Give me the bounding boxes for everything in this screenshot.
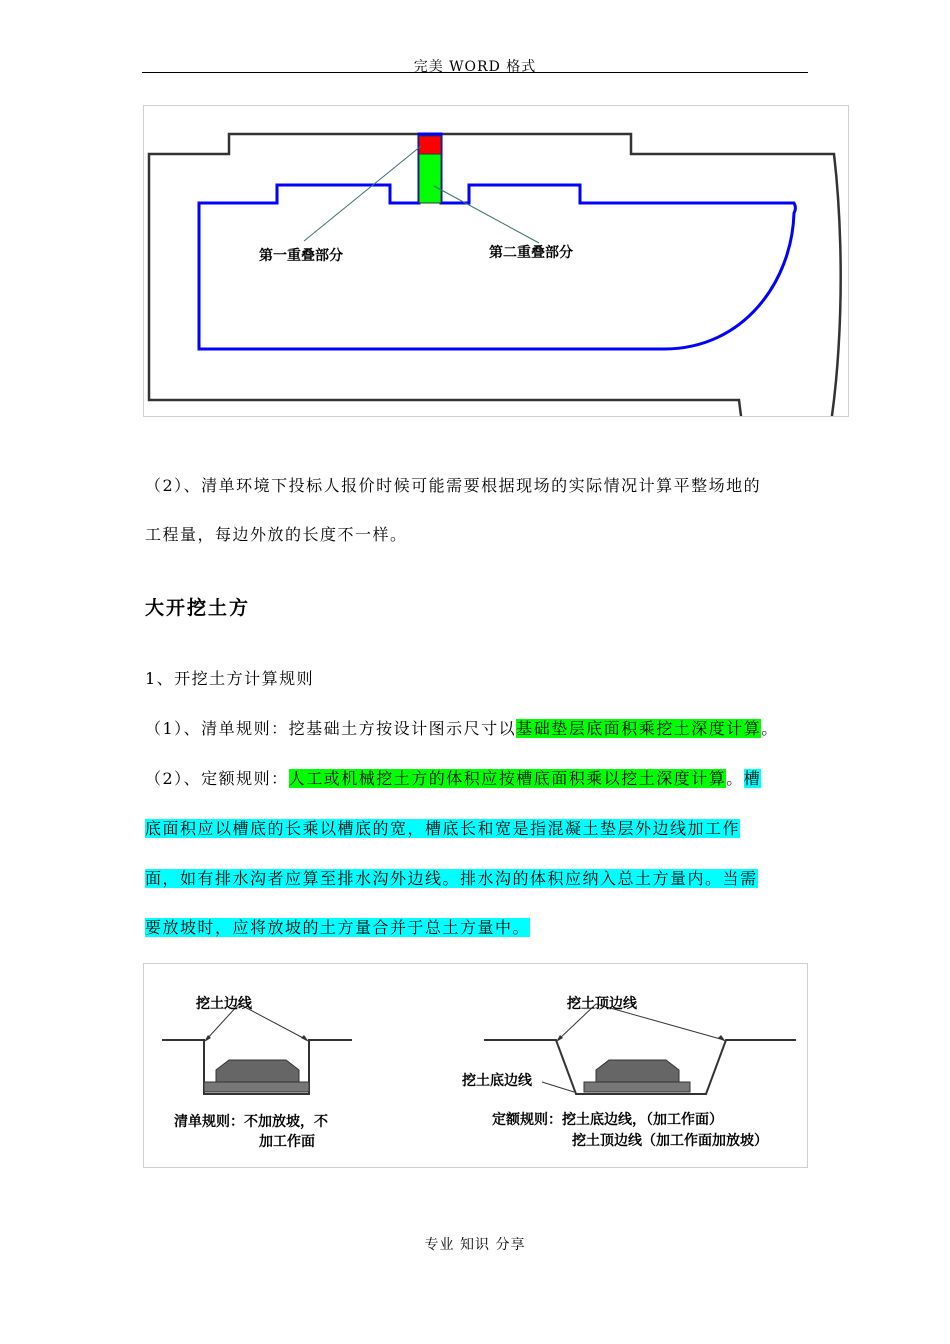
rule-1-prefix: （1）、清单规则：挖基础土方按设计图示尺寸以 (145, 719, 517, 738)
rule-1-suffix: 。 (761, 719, 779, 738)
right-cushion-layer (584, 1082, 690, 1092)
rules-subtitle: 1、开挖土方计算规则 (145, 669, 315, 688)
left-foundation (216, 1060, 299, 1082)
first-overlap-leader (304, 146, 421, 241)
env-paragraph-line2: 工程量，每边外放的长度不一样。 (145, 525, 408, 544)
env-paragraph-line1: （2）、清单环境下投标人报价时候可能需要根据现场的实际情况计算平整场地的 (145, 476, 762, 495)
excavation-figure (143, 963, 808, 1168)
right-bottom-edge-label: 挖土底边线 (462, 1073, 532, 1089)
cyan-line-3: 要放坡时，应将放坡的土方量合并于总土方量中。 (145, 918, 531, 937)
site-plan-figure (143, 105, 849, 417)
second-overlap-label: 第二重叠部分 (489, 245, 573, 261)
rule-1-highlight: 基础垫层底面积乘挖土深度计算 (516, 719, 762, 738)
left-edge-label: 挖土边线 (196, 996, 252, 1012)
rule-2-highlight-green: 人工或机械挖土方的体积应按槽底面积乘以挖土深度计算 (288, 769, 727, 788)
rule-2-prefix: （2）、定额规则： (145, 769, 289, 788)
rule-2-cyan-line3 (145, 917, 530, 939)
first-overlap-block (419, 136, 441, 154)
right-caption-line2: 挖土顶边线（加工作面加放坡） (572, 1133, 768, 1149)
first-overlap-label: 第一重叠部分 (259, 248, 343, 264)
second-overlap-block (419, 154, 441, 203)
left-caption-line2: 加工作面 (259, 1134, 315, 1150)
right-bottom-leader (542, 1082, 574, 1092)
left-cushion-layer (204, 1082, 309, 1092)
rule-2-line (145, 768, 761, 790)
rule-2-cyan-start: 槽 (743, 769, 762, 788)
outer-boundary (149, 134, 841, 416)
left-arrow-2 (301, 1035, 309, 1042)
header-rule (142, 72, 808, 73)
page-header: 完美 WORD 格式 (413, 59, 537, 75)
rule-1-line (145, 718, 779, 740)
rule-2-cyan-line1 (145, 818, 740, 840)
right-top-arrow-2 (718, 1035, 726, 1042)
cyan-line-1: 底面积应以槽底的长乘以槽底的宽，槽底长和宽是指混凝土垫层外边线加工作 (145, 819, 741, 838)
cyan-line-2: 面，如有排水沟者应算至排水沟外边线。排水沟的体积应纳入总土方量内。当需 (145, 869, 758, 888)
right-top-edge-label: 挖土顶边线 (567, 996, 637, 1012)
rule-2-mid: 。 (726, 769, 744, 788)
page-footer: 专业 知识 分享 (424, 1237, 526, 1253)
left-caption-line1: 清单规则：不加放坡，不 (174, 1114, 328, 1130)
rule-2-cyan-line2 (145, 868, 758, 890)
section-title: 大开挖土方 (145, 597, 251, 619)
right-foundation (596, 1060, 679, 1082)
second-overlap-leader (434, 186, 539, 243)
right-caption-line1: 定额规则：挖土底边线，（加工作面） (492, 1112, 723, 1128)
